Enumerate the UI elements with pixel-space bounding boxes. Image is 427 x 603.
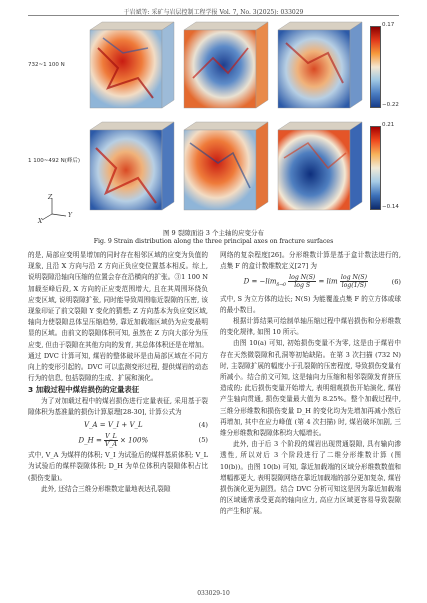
equation-6-mid: = lim bbox=[318, 277, 338, 286]
axis-z-label: Z bbox=[48, 194, 53, 201]
figure-caption-en: Fig. 9 Strain distribution along the three principal axes on fracture surfaces bbox=[93, 238, 334, 245]
colorbar-top bbox=[370, 26, 381, 108]
colorbar-bottom-max: 0.21 bbox=[382, 122, 395, 128]
colorbar-top-min: −0.22 bbox=[382, 102, 399, 108]
equation-6-fraction-2 bbox=[340, 274, 368, 289]
equation-5-number: (5) bbox=[198, 436, 208, 445]
equation-6-f2-bottom: log(1/S) bbox=[341, 282, 367, 290]
cube-row2-z bbox=[278, 122, 362, 210]
equation-6-body bbox=[220, 274, 392, 291]
equation-5 bbox=[28, 433, 208, 448]
right-paragraph-2: 式中, S 为立方体的边长; N(S) 为能覆盖点集 F 的立方体或球的最小数目。 bbox=[220, 294, 401, 314]
equation-5-body bbox=[28, 433, 199, 448]
left-paragraph-2: 为了对加载过程中的煤岩损伤进行定量表征, 采用基于裂隙体积为基准量的损伤计算原理[28-30], 计算公式为 bbox=[28, 396, 208, 416]
equation-4 bbox=[28, 420, 208, 431]
left-column bbox=[28, 250, 208, 495]
row-label-2: 1 100~492 N(峰后) bbox=[28, 158, 81, 164]
equation-6-limit: δ→0 bbox=[276, 283, 286, 289]
equation-6-f1-bottom: log S bbox=[294, 282, 311, 290]
equation-4-number: (4) bbox=[198, 421, 208, 430]
page-footer: 033029-10 bbox=[197, 590, 230, 597]
left-paragraph-4: 此外, 还结合三维分形维数定量地表达孔裂隙 bbox=[41, 484, 171, 493]
equation-6-fraction-1 bbox=[288, 274, 316, 289]
colorbar-bottom-min: −0.14 bbox=[382, 204, 399, 210]
left-paragraph-1: 的是, 局部应变明显增加的同时存在相邻区域的应变为负值的现象, 且沿 X 方向与沿 Z 方向正负应变位置基本相反。综上, 说明裂隙沿轴向压缩的位置会存在沿横向的扩张。③1 100 N 加载至峰后段, X 方向的正应变范围增大, 且在其周围环绕负应变区域, 说明裂隙扩张, 同时能导致周围临近裂隙的压密, 该现象印证了前文裂隙 Y 变化的猜想; Z 方向基本为负应变区域, 轴向力使裂隙总体呈压缩趋势, 靠近加载端区域仍为应变最明显的区域。由前文的裂隙体积可知, 虽然在 Z 方向大部分为压应变, 但由于裂隙在其他方向的发育, 其总体体积还是在增加。通过 DVC 计算可知, 煤岩的整体破坏是由局部区域在不同方向上的变形引起的。DVC 可以监测变形过程, 提供煤岩的动态行为的信息, 包括裂隙的生成、扩展和演化。 bbox=[28, 251, 208, 383]
equation-5-fraction bbox=[104, 433, 118, 448]
equation-5-numerator: V_L bbox=[105, 433, 117, 441]
equation-6-number: (6) bbox=[391, 278, 401, 287]
right-paragraph-5: 此外, 由于后 3 个阶段的煤岩出现贯通裂隙, 具有输向渗透性, 所以对后 3 个阶段进行了二维分形维数计算 (图 10(b))。由图 10(b) 可知, 靠近加载端的区域分形维数数值和增幅都更大, 表明裂隙网络在靠近加载端的部分更加复杂, 煤岩损伤演化更为剧烈。结合 DVC 分析可知这是因为靠近加载端的区域通常承受更高的轴向应力, 高应力区域更容易导致裂隙的产生和扩展。 bbox=[220, 440, 401, 516]
left-paragraph-3: 式中, V_A 为煤样的体积; V_I 为试验后的煤样基质体积; V_L 为试验后的煤样裂隙体积; D_H 为单位体积内裂隙体积占比 (损伤变量)。 bbox=[28, 451, 208, 482]
section-heading-3: 3 加载过程中煤岩损伤的定量表征 bbox=[28, 385, 140, 395]
colorbar-top-max: 0.17 bbox=[382, 22, 395, 28]
equation-6-f1-top: log N(S) bbox=[289, 274, 316, 282]
right-paragraph-4: 由图 10(a) 可知, 初始损伤变量不为零, 这是由于煤岩中存在天然微裂隙和孔洞等初始缺陷。在第 3 次扫描 (732 N) 时, 主裂隙扩展的幅度小于孔裂隙的压密程度, 导致损伤变量有所减小。结合前文可知, 这是轴向力压缩和相邻裂隙发育挤压造成的; 此后损伤变量开始增大, 表明细观损伤开始演化, 煤岩产生轴向贯通, 损伤变量最大值为 8.25%。整个加载过程中, 三维分形维数和损伤变量 D_H 的变化均为先增加再减小然后再增加, 其中在应力峰值 (第 4 次扫描) 时, 煤岩破坏加剧, 三维分形维数和裂隙体积均大幅增长。 bbox=[220, 339, 401, 437]
cube-row1-x bbox=[90, 22, 174, 108]
cube-row1-y bbox=[184, 22, 268, 108]
axis-y-label: Y bbox=[68, 212, 72, 219]
cube-row2-y bbox=[184, 122, 268, 210]
equation-6 bbox=[220, 274, 401, 291]
strain-cubes bbox=[28, 18, 399, 228]
cube-row2-x bbox=[90, 122, 174, 210]
colorbar-bottom bbox=[370, 126, 381, 210]
row-label-1: 732~1 100 N bbox=[28, 62, 65, 68]
equation-5-lhs: D_H = bbox=[78, 436, 102, 445]
figure-caption-cn: 图 9 裂隙面沿 3 个主轴的应变分布 bbox=[162, 229, 265, 237]
right-paragraph-3: 根据计算结果可绘制单轴压缩过程中煤岩损伤和分形维数的变化规律, 如图 10 所示。 bbox=[220, 316, 401, 337]
running-header: 于岩斌等: 采矿与岩层控制工程学报 Vol. 7, No. 3(2025): 033029 bbox=[123, 9, 304, 16]
equation-6-f2-top: log N(S) bbox=[340, 274, 368, 282]
axis-x-label: X bbox=[38, 218, 43, 225]
equation-6-lhs: D = −lim bbox=[243, 277, 277, 286]
equation-5-denominator: V_A bbox=[104, 441, 117, 449]
equation-4-body: V_A = V_I + V_L bbox=[83, 421, 143, 430]
equation-5-tail: × 100% bbox=[120, 436, 149, 445]
header-rule bbox=[28, 15, 399, 16]
right-column bbox=[220, 250, 401, 518]
right-paragraph-1: 网络的复杂程度[26]。分形维数计算是基于盒计数法进行的, 点集 F 的盒计数维数定义[27] 为 bbox=[220, 251, 401, 271]
figure-9 bbox=[28, 18, 399, 228]
cube-row1-z bbox=[278, 22, 362, 108]
